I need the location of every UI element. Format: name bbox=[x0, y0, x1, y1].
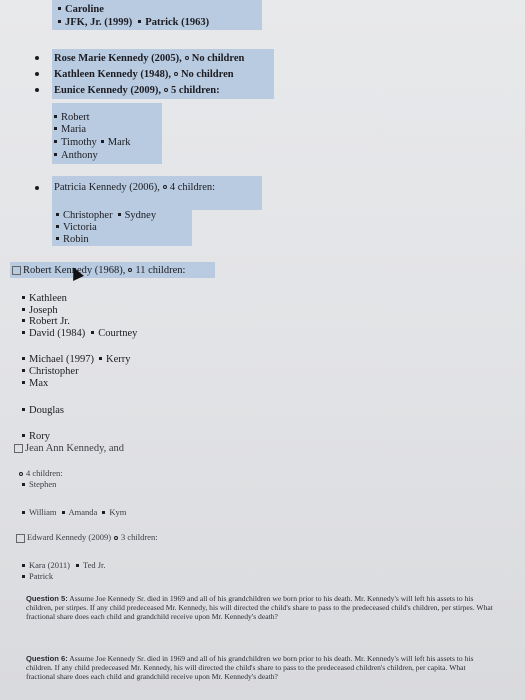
bullet-icon bbox=[22, 511, 25, 514]
bullet-icon bbox=[91, 331, 94, 334]
bullet-icon bbox=[102, 511, 105, 514]
bullet-icon bbox=[22, 319, 25, 322]
bullet-icon bbox=[22, 357, 25, 360]
checkbox-icon bbox=[14, 444, 23, 453]
name-timothy: Timothy Mark bbox=[54, 136, 131, 149]
bullet-icon bbox=[54, 127, 57, 130]
name-stephen: Stephen bbox=[22, 479, 56, 489]
name-david: David (1984) Courtney bbox=[22, 327, 137, 340]
name-kathleen-kennedy: Kathleen Kennedy (1948), No children bbox=[54, 69, 234, 80]
bullet-icon bbox=[22, 296, 25, 299]
bullet-icon bbox=[35, 88, 39, 92]
bullet-icon bbox=[99, 357, 102, 360]
name-kara: Kara (2011) Ted Jr. bbox=[22, 560, 106, 570]
bullet-icon bbox=[62, 511, 65, 514]
question-6: Question 6: Assume Joe Kennedy Sr. died in 1969 and all of his grandchildren we born prior to his death. Mr. Kennedy's will left his assets to his children. If any child predeceased Mr. Kennedy, his will directed the child's share to pass to the predeceased children's children, per capita. What fractional share does each child and grandchild receive upon Mr. Kennedy's death? bbox=[26, 654, 474, 682]
bullet-icon bbox=[22, 331, 25, 334]
circle-bullet-icon bbox=[163, 185, 167, 189]
circle-bullet-icon bbox=[114, 536, 118, 540]
bullet-icon bbox=[22, 381, 25, 384]
bullet-icon bbox=[22, 369, 25, 372]
bullet-icon bbox=[58, 7, 61, 10]
name-edward-kennedy: Edward Kennedy (2009) 3 children: bbox=[16, 532, 158, 543]
name-maria: Maria bbox=[54, 123, 86, 136]
bullet-icon bbox=[101, 140, 104, 143]
bullet-icon bbox=[56, 213, 59, 216]
name-william: William Amanda Kym bbox=[22, 507, 126, 517]
name-patrick: Patrick bbox=[22, 571, 53, 581]
bullet-icon bbox=[54, 153, 57, 156]
bullet-icon bbox=[35, 72, 39, 76]
name-robert-kennedy: Robert Kennedy (1968), 11 children: bbox=[12, 264, 185, 277]
name-anthony: Anthony bbox=[54, 149, 98, 162]
name-rose-marie: Rose Marie Kennedy (2005), No children bbox=[54, 53, 245, 64]
bullet-icon bbox=[56, 225, 59, 228]
checkbox-icon bbox=[16, 534, 25, 543]
bullet-icon bbox=[54, 140, 57, 143]
circle-bullet-icon bbox=[164, 88, 168, 92]
circle-bullet-icon bbox=[185, 56, 189, 60]
bullet-icon bbox=[35, 186, 39, 190]
name-christopher-2: Christopher bbox=[22, 365, 79, 378]
checkbox-icon bbox=[12, 266, 21, 275]
bullet-icon bbox=[22, 564, 25, 567]
bullet-icon bbox=[22, 483, 25, 486]
bullet-icon bbox=[56, 237, 59, 240]
name-kathleen: Kathleen bbox=[22, 292, 67, 305]
circle-bullet-icon bbox=[19, 472, 23, 476]
name-jfk-jr: JFK, Jr. (1999) Patrick (1963) bbox=[58, 16, 209, 29]
bullet-icon bbox=[22, 408, 25, 411]
circle-bullet-icon bbox=[174, 72, 178, 76]
name-christopher: Christopher Sydney bbox=[56, 209, 156, 222]
question-5: Question 5: Assume Joe Kennedy Sr. died in 1969 and all of his grandchildren we born prior to his death. Mr. Kennedy's will left his assets to his children, per stirpes. If any child predeceased Mr. Kennedy, his will directed the child's share to pass to the predeceased child's children, per stirpes. What fractional share does each child and grandchild receive upon Mr. Kennedy's death? bbox=[26, 594, 493, 622]
name-victoria: Victoria bbox=[56, 221, 97, 234]
circle-bullet-icon bbox=[128, 268, 132, 272]
name-robert-jr: Robert Jr. bbox=[22, 315, 70, 328]
bullet-icon bbox=[22, 434, 25, 437]
bullet-icon bbox=[54, 115, 57, 118]
name-caroline: Caroline bbox=[58, 3, 104, 16]
name-eunice-kennedy: Eunice Kennedy (2009), 5 children: bbox=[54, 85, 220, 96]
name-michael: Michael (1997) Kerry bbox=[22, 353, 131, 366]
name-robert: Robert bbox=[54, 111, 90, 124]
name-max: Max bbox=[22, 377, 48, 390]
bullet-icon bbox=[138, 20, 141, 23]
name-rory: Rory bbox=[22, 430, 50, 443]
name-patricia-kennedy: Patricia Kennedy (2006), 4 children: bbox=[54, 182, 216, 193]
name-robin: Robin bbox=[56, 233, 89, 246]
name-jean-ann-kennedy: Jean Ann Kennedy, and bbox=[14, 442, 124, 455]
bullet-icon bbox=[22, 575, 25, 578]
name-douglas: Douglas bbox=[22, 404, 64, 417]
bullet-icon bbox=[58, 20, 61, 23]
bullet-icon bbox=[118, 213, 121, 216]
bullet-icon bbox=[22, 308, 25, 311]
name-joseph: Joseph bbox=[22, 304, 58, 317]
bullet-icon bbox=[76, 564, 79, 567]
bullet-icon bbox=[35, 56, 39, 60]
four-children-label: 4 children: bbox=[16, 468, 63, 478]
